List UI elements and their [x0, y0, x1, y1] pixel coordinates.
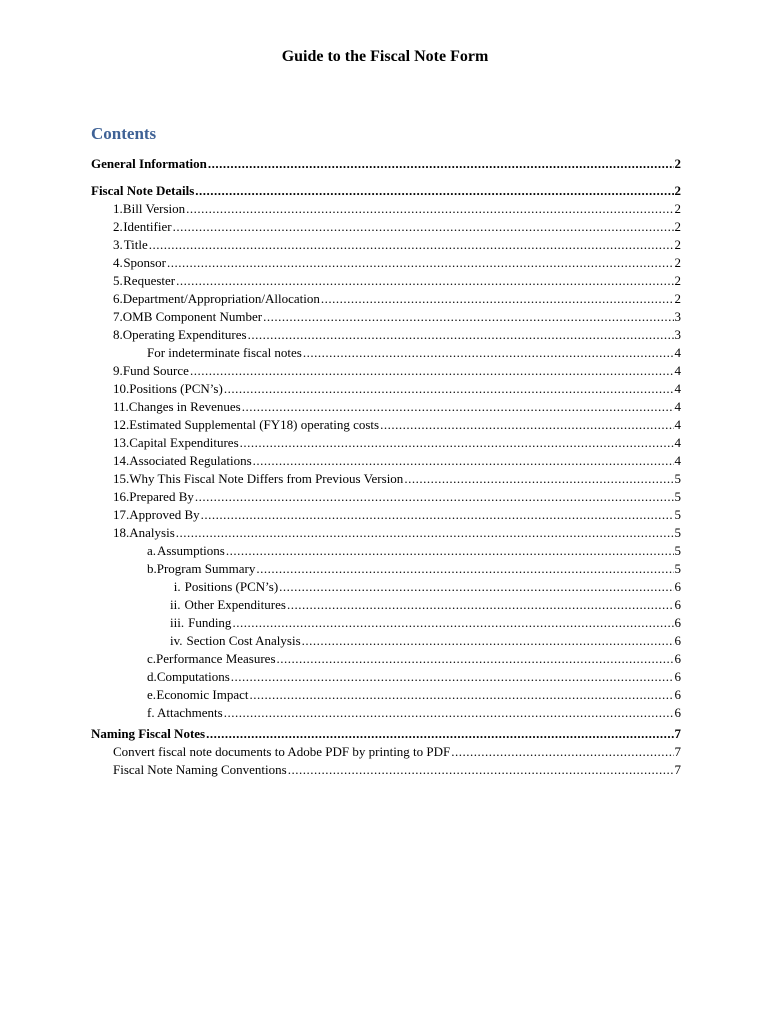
toc-entry-title: Title [123, 237, 148, 252]
toc-entry[interactable] [147, 687, 681, 703]
toc-entry[interactable] [113, 381, 681, 397]
dot-leader [249, 687, 673, 703]
toc-entry-title: Convert fiscal note documents to Adobe PDF by printing to PDF [113, 744, 451, 759]
toc-entry-title: Attachments [157, 705, 223, 720]
toc-entry-number: 6. [113, 291, 123, 306]
dot-leader [380, 417, 673, 433]
dot-leader [232, 615, 673, 631]
toc-entry-number: 9. [113, 363, 123, 378]
toc-entry-title: Positions (PCN’s) [184, 579, 279, 594]
toc-entry-number: 15. [113, 471, 130, 486]
toc-page-number: 5 [674, 489, 681, 504]
dot-leader [263, 309, 673, 325]
toc-entry-title: Fiscal Note Details [91, 183, 195, 198]
toc-entry[interactable] [147, 345, 681, 361]
toc-entry-title: Estimated Supplemental (FY18) operating costs [129, 417, 380, 432]
toc-entry[interactable] [113, 453, 681, 469]
toc-page-number: 7 [674, 744, 681, 759]
toc-page-number: 7 [674, 726, 681, 741]
toc-entry[interactable] [113, 399, 681, 415]
toc-entry-title: Changes in Revenues [128, 399, 241, 414]
dot-leader [240, 435, 674, 451]
toc-entry-title: Assumptions [156, 543, 225, 558]
toc-page-number: 6 [674, 669, 681, 684]
toc-entry[interactable] [170, 579, 681, 595]
toc-page-number: 6 [674, 651, 681, 666]
toc-entry-number: iv. [170, 633, 183, 648]
dot-leader [201, 507, 674, 523]
dot-leader [303, 345, 674, 361]
toc-page-number: 6 [674, 579, 681, 594]
toc-entry-title: Positions (PCN’s) [129, 381, 223, 396]
toc-entry-title: Approved By [129, 507, 200, 522]
toc-entry[interactable] [113, 762, 681, 778]
toc-entry[interactable] [113, 219, 681, 235]
toc-entry-number: d. [147, 669, 157, 684]
toc-page-number: 6 [674, 705, 681, 720]
toc-page-number: 2 [674, 156, 681, 171]
dot-leader [167, 255, 674, 271]
toc-entry-number: 13. [113, 435, 130, 450]
toc-entry-number: i. [173, 579, 181, 594]
toc-entry-title: Capital Expenditures [129, 435, 239, 450]
toc-page-number: 6 [674, 687, 681, 702]
toc-entry-number: e. [147, 687, 157, 702]
toc-page-number: 4 [674, 435, 681, 450]
toc-entry-number: 10. [113, 381, 130, 396]
dot-leader [176, 273, 673, 289]
toc-entry-title: Naming Fiscal Notes [91, 726, 206, 741]
toc-entry-title: Sponsor [123, 255, 166, 270]
dot-leader [253, 453, 674, 469]
toc-entry-number: 12. [113, 417, 130, 432]
dot-leader [279, 579, 673, 595]
toc-page-number: 2 [674, 219, 681, 234]
toc-entry[interactable] [113, 327, 681, 343]
toc-entry[interactable] [113, 744, 681, 760]
toc-page-number: 6 [674, 597, 681, 612]
toc-entry[interactable] [147, 669, 681, 685]
dot-leader [226, 543, 674, 559]
toc-entry-number: 4. [113, 255, 123, 270]
dot-leader [186, 201, 673, 217]
toc-entry[interactable] [113, 291, 681, 307]
toc-page-number: 2 [674, 255, 681, 270]
toc-entry[interactable] [91, 183, 681, 199]
dot-leader [242, 399, 674, 415]
toc-entry[interactable] [113, 489, 681, 505]
toc-entry-title: Bill Version [122, 201, 186, 216]
toc-entry[interactable] [170, 615, 681, 631]
toc-entry-title: Department/Appropriation/Allocation [122, 291, 320, 306]
toc-entry[interactable] [113, 471, 681, 487]
dot-leader [173, 219, 674, 235]
toc-entry-title: Section Cost Analysis [186, 633, 301, 648]
contents-heading: Contents [91, 124, 157, 143]
toc-entry-title: Funding [188, 615, 232, 630]
toc-page-number: 2 [674, 273, 681, 288]
dot-leader [256, 561, 673, 577]
toc-page-number: 5 [674, 561, 681, 576]
toc-entry-number: 11. [113, 399, 129, 414]
toc-page-number: 2 [674, 291, 681, 306]
dot-leader [176, 525, 674, 541]
toc-entry[interactable] [91, 156, 681, 172]
toc-entry-title: Identifier [123, 219, 172, 234]
toc-page-number: 6 [674, 615, 681, 630]
dot-leader [224, 705, 674, 721]
toc-entry-title: Analysis [129, 525, 175, 540]
toc-entry[interactable] [113, 237, 681, 253]
dot-leader [206, 726, 673, 742]
dot-leader [224, 381, 674, 397]
toc-entry[interactable] [147, 543, 681, 559]
toc-entry-title: Requester [123, 273, 176, 288]
toc-entry-number: c. [147, 651, 157, 666]
toc-entry[interactable] [113, 363, 681, 379]
toc-entry[interactable] [170, 633, 681, 649]
toc-entry-number: 3. [113, 237, 123, 252]
toc-page-number: 4 [674, 453, 681, 468]
page-title: Guide to the Fiscal Note Form [281, 48, 489, 65]
toc-page-number: 5 [674, 471, 681, 486]
toc-entry[interactable] [113, 507, 681, 523]
toc-page-number: 7 [674, 762, 681, 777]
toc-entry-number: 5. [113, 273, 123, 288]
toc-page-number: 6 [674, 633, 681, 648]
toc-page-number: 4 [674, 345, 681, 360]
toc-entry-title: Why This Fiscal Note Differs from Previous Version [129, 471, 404, 486]
dot-leader [404, 471, 673, 487]
toc-page-number: 3 [674, 309, 681, 324]
toc-page-number: 4 [674, 381, 681, 396]
toc-entry[interactable] [113, 309, 681, 325]
toc-entry-number: 18. [113, 525, 130, 540]
toc-page-number: 4 [674, 399, 681, 414]
dot-leader [195, 489, 674, 505]
toc-page-number: 5 [674, 525, 681, 540]
toc-entry-title: Operating Expenditures [122, 327, 247, 342]
toc-entry-number: 14. [113, 453, 130, 468]
toc-entry-title: Fiscal Note Naming Conventions [113, 762, 287, 777]
toc-entry-number: 17. [113, 507, 130, 522]
dot-leader [149, 237, 674, 253]
toc-entry-number: 2. [113, 219, 123, 234]
toc-entry[interactable] [147, 561, 681, 577]
toc-entry-number: 16. [113, 489, 130, 504]
toc-entry-title: Performance Measures [156, 651, 276, 666]
toc-page-number: 2 [674, 201, 681, 216]
toc-page-number: 3 [674, 327, 681, 342]
dot-leader [231, 669, 674, 685]
dot-leader [302, 633, 674, 649]
toc-entry[interactable] [113, 273, 681, 289]
toc-page-number: 4 [674, 363, 681, 378]
dot-leader [288, 762, 674, 778]
toc-page-number: 5 [674, 507, 681, 522]
toc-entry-title: Program Summary [156, 561, 256, 576]
toc-entry[interactable] [113, 417, 681, 433]
toc-entry-title: Other Expenditures [184, 597, 286, 612]
toc-entry-title: Fund Source [122, 363, 189, 378]
toc-entry[interactable] [147, 651, 681, 667]
dot-leader [248, 327, 674, 343]
toc-entry-title: Associated Regulations [129, 453, 252, 468]
toc-entry-title: General Information [91, 156, 207, 171]
dot-leader [277, 651, 674, 667]
toc-entry-title: For indeterminate fiscal notes [147, 345, 302, 360]
dot-leader [451, 744, 673, 760]
toc-page-number: 2 [674, 183, 681, 198]
dot-leader [195, 183, 673, 199]
toc-entry-title: OMB Component Number [122, 309, 263, 324]
toc-entry[interactable] [147, 705, 681, 721]
toc-page-number: 5 [674, 543, 681, 558]
toc-entry-number: 7. [113, 309, 123, 324]
toc-entry[interactable] [91, 726, 681, 742]
toc-page-number: 4 [674, 417, 681, 432]
toc-entry[interactable] [113, 435, 681, 451]
toc-page-number: 2 [674, 237, 681, 252]
toc-entry-title: Computations [156, 669, 230, 684]
toc-entry-number: 1. [113, 201, 123, 216]
dot-leader [321, 291, 674, 307]
toc-entry[interactable] [113, 255, 681, 271]
toc-entry-title: Economic Impact [156, 687, 249, 702]
toc-entry-number: b. [147, 561, 157, 576]
toc-entry-number: 8. [113, 327, 123, 342]
dot-leader [190, 363, 674, 379]
toc-entry[interactable] [113, 201, 681, 217]
dot-leader [287, 597, 674, 613]
dot-leader [208, 156, 674, 172]
toc-entry[interactable] [113, 525, 681, 541]
toc-entry-number: a. [147, 543, 157, 558]
toc-entry-number: f. [147, 705, 155, 720]
toc-entry-number: iii. [170, 615, 185, 630]
toc-entry-number: ii. [170, 597, 181, 612]
toc-entry[interactable] [170, 597, 681, 613]
toc-entry-title: Prepared By [129, 489, 194, 504]
